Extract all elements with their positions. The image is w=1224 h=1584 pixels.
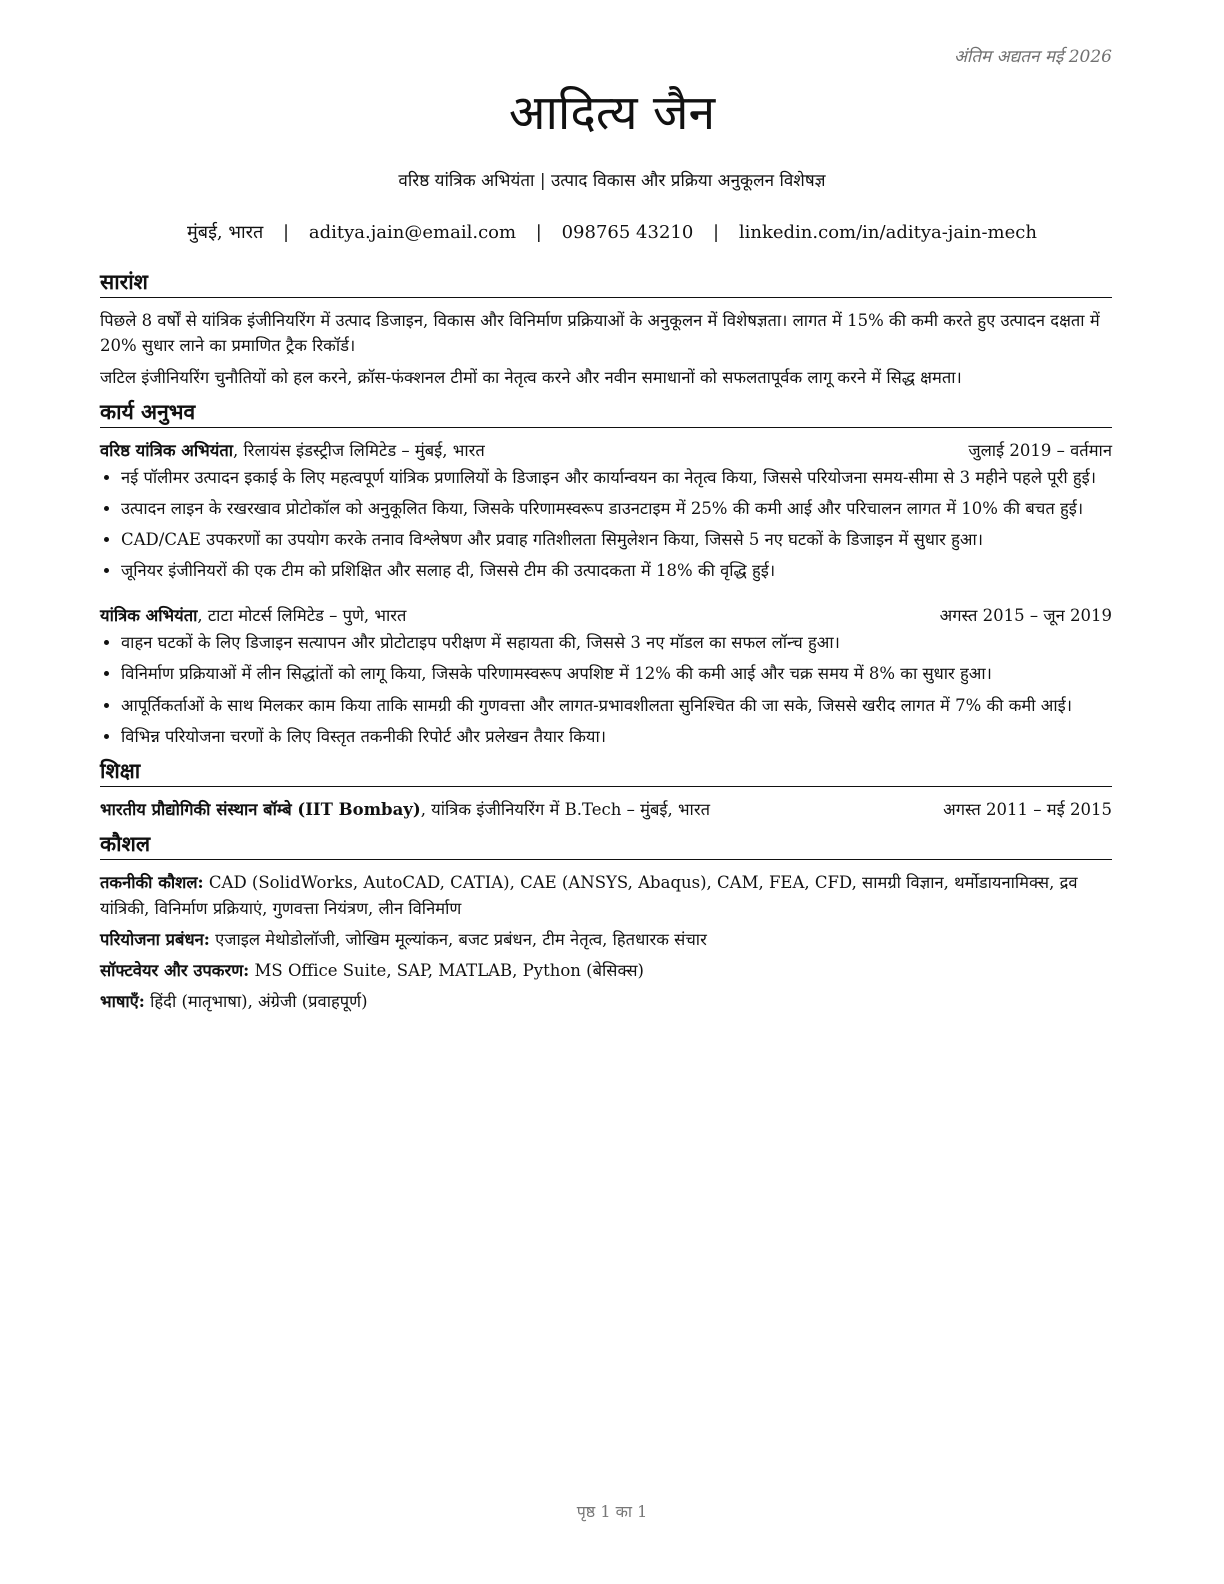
candidate-name: आदित्य जैन	[508, 85, 716, 141]
job-header	[100, 603, 1112, 628]
contact-linkedin[interactable]: linkedin.com/in/aditya-jain-mech	[738, 222, 1037, 243]
job-bullet: • जूनियर इंजीनियरों की एक टीम को प्रशिक्षित और सलाह दी, जिससे टीम की उत्पादकता में 18% की वृद्धि हुई।	[121, 558, 1112, 583]
skill-row-software-tools	[100, 958, 1112, 983]
job-header	[100, 438, 1112, 463]
contact-separator: |	[713, 222, 720, 243]
skill-label: सॉफ्टवेयर और उपकरण:	[100, 960, 250, 980]
job-entry	[100, 603, 1112, 748]
summary-paragraph: जटिल इंजीनियरिंग चुनौतियों को हल करने, क्रॉस-फंक्शनल टीमों का नेतृत्व करने और नवीन समाधानों को सफलतापूर्वक लागू करने में सिद्ध क्षमता।	[100, 367, 962, 387]
skill-value: हिंदी (मातृभाषा), अंग्रेजी (प्रवाहपूर्ण)	[144, 991, 368, 1011]
job-bullet: • विनिर्माण प्रक्रियाओं में लीन सिद्धांतों को लागू किया, जिसके परिणामस्वरूप अपशिष्ट में 12% की कमी आई और चक्र समय में 8% का सुधार हुआ।	[121, 661, 1112, 686]
job-role: यांत्रिक अभियंता	[100, 606, 198, 626]
education-institution-degree	[100, 797, 710, 822]
summary-paragraph: पिछले 8 वर्षों से यांत्रिक इंजीनियरिंग में उत्पाद डिजाइन, विकास और विनिर्माण प्रक्रियाओं के अनुकूलन में विशेषज्ञता। लागत में 15% की कमी करते हुए उत्पादन दक्षता में 20% सुधार लाने का प्रमाणित ट्रैक रिकॉर्ड।	[100, 311, 1100, 356]
skill-label: भाषाएँ:	[100, 991, 145, 1011]
skill-row-project-management	[100, 927, 1112, 952]
job-entry	[100, 438, 1112, 583]
job-bullets	[100, 465, 1112, 583]
skill-label: परियोजना प्रबंधन:	[100, 929, 210, 949]
job-dates: जुलाई 2019 – वर्तमान	[968, 440, 1112, 460]
page-number: पृष्ठ 1 का 1	[576, 1502, 648, 1521]
job-role-org	[100, 603, 406, 628]
experience-section	[100, 398, 1112, 749]
job-dates: अगस्त 2015 – जून 2019	[939, 606, 1112, 626]
skills-section	[100, 830, 1112, 1014]
job-bullet: • नई पॉलीमर उत्पादन इकाई के लिए महत्वपूर्ण यांत्रिक प्रणालियों के डिजाइन और कार्यान्वयन का नेतृत्व किया, जिससे परियोजना समय-सीमा से 3 महीने पहले पूरी हुई।	[121, 465, 1112, 490]
education-entry	[100, 797, 1112, 822]
job-bullet: • उत्पादन लाइन के रखरखाव प्रोटोकॉल को अनुकूलित किया, जिसके परिणामस्वरूप डाउनटाइम में 25% की कमी आई और परिचालन लागत में 10% की बचत हुई।	[121, 496, 1112, 521]
summary-section	[100, 268, 1112, 390]
contact-email[interactable]: aditya.jain@email.com	[308, 222, 517, 243]
contact-separator: |	[535, 222, 542, 243]
job-bullet: • विभिन्न परियोजना चरणों के लिए विस्तृत तकनीकी रिपोर्ट और प्रलेखन तैयार किया।	[121, 724, 1112, 749]
skill-value: CAD (SolidWorks, AutoCAD, CATIA), CAE (ANSYS, Abaqus), CAM, FEA, CFD, सामग्री विज्ञान, थर्मोडायनामिक्स, द्रव यांत्रिकी, विनिर्माण प्रक्रियाएं, गुणवत्ता नियंत्रण, लीन विनिर्माण	[100, 873, 1078, 918]
section-title-education: शिक्षा	[100, 757, 1112, 787]
job-bullet: • CAD/CAE उपकरणों का उपयोग करके तनाव विश्लेषण और प्रवाह गतिशीलता सिमुलेशन किया, जिससे 5 नए घटकों के डिजाइन में सुधार हुआ।	[121, 527, 1112, 552]
contact-separator: |	[283, 222, 290, 243]
job-bullet: • वाहन घटकों के लिए डिजाइन सत्यापन और प्रोटोटाइप परीक्षण में सहायता की, जिससे 3 नए मॉडल का सफल लॉन्च हुआ।	[121, 630, 1112, 655]
skill-value: MS Office Suite, SAP, MATLAB, Python (बेसिक्स)	[249, 960, 644, 980]
section-title-skills: कौशल	[100, 830, 1112, 860]
education-section	[100, 757, 1112, 822]
last-updated: अंतिम अद्यतन मई 2026	[953, 47, 1112, 67]
job-organization: , टाटा मोटर्स लिमिटेड – पुणे, भारत	[197, 606, 407, 626]
job-role: वरिष्ठ यांत्रिक अभियंता	[100, 440, 234, 460]
skill-value: एजाइल मेथोडोलॉजी, जोखिम मूल्यांकन, बजट प्रबंधन, टीम नेतृत्व, हितधारक संचार	[209, 929, 707, 949]
skill-row-languages	[100, 989, 1112, 1014]
education-degree: , यांत्रिक इंजीनियरिंग में B.Tech – मुंबई, भारत	[420, 800, 710, 820]
resume-body	[100, 268, 1112, 1022]
job-bullet: • आपूर्तिकर्ताओं के साथ मिलकर काम किया ताकि सामग्री की गुणवत्ता और लागत-प्रभावशीलता सुनिश्चित की जा सके, जिससे खरीद लागत में 7% की कमी आई।	[121, 693, 1112, 718]
job-title-subtitle: वरिष्ठ यांत्रिक अभियंता | उत्पाद विकास और प्रक्रिया अनुकूलन विशेषज्ञ	[398, 171, 826, 191]
skill-label: तकनीकी कौशल:	[100, 873, 204, 893]
skill-row-technical	[100, 870, 1112, 920]
job-bullets	[100, 630, 1112, 748]
section-title-summary: सारांश	[100, 268, 1112, 298]
education-institution: भारतीय प्रौद्योगिकी संस्थान बॉम्बे (IIT Bombay)	[100, 800, 421, 820]
job-organization: , रिलायंस इंडस्ट्रीज लिमिटेड – मुंबई, भारत	[233, 440, 485, 460]
section-title-experience: कार्य अनुभव	[100, 398, 1112, 428]
job-role-org	[100, 438, 485, 463]
education-dates: अगस्त 2011 – मई 2015	[943, 800, 1112, 820]
contact-location: मुंबई, भारत	[187, 222, 264, 243]
contact-phone[interactable]: 098765 43210	[561, 222, 694, 243]
contact-line	[0, 220, 1224, 244]
